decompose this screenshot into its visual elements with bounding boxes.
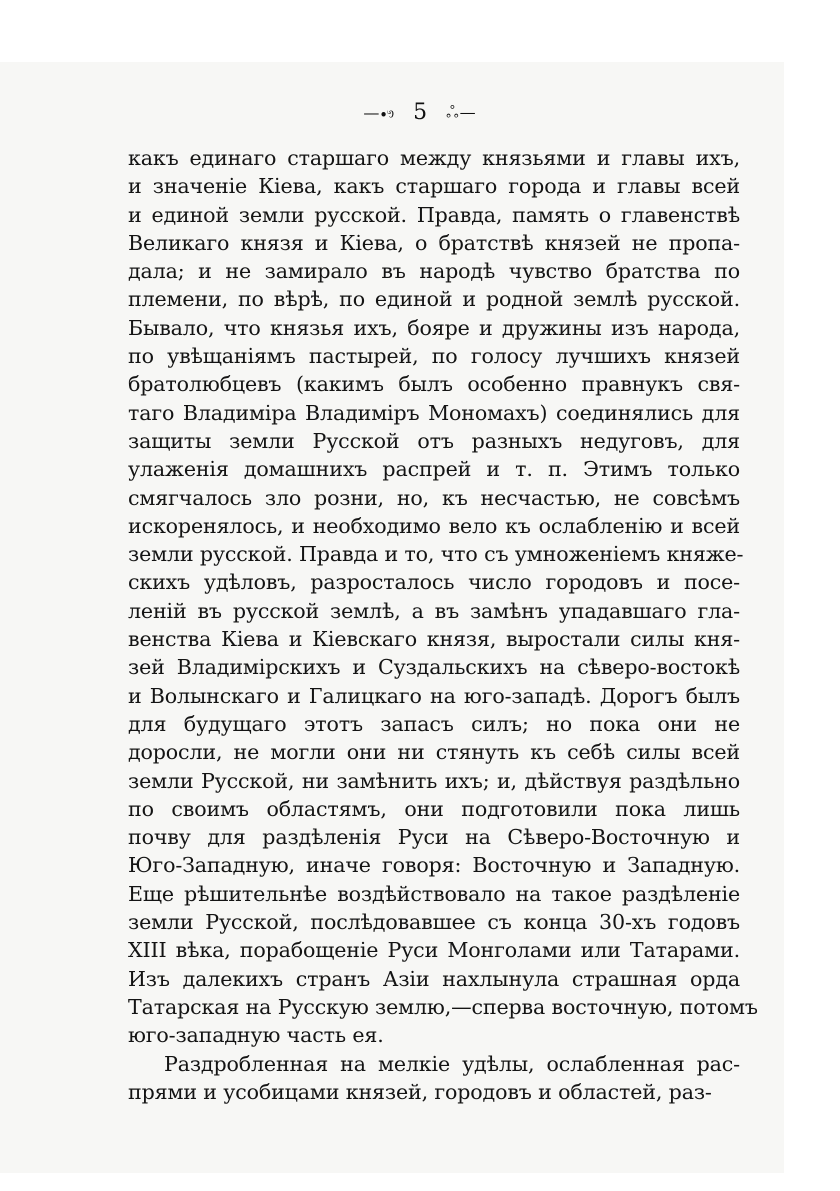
body-text [128,144,758,1106]
text-line: ленiй въ русской землѣ, а въ замѣнъ упадавшаго гла- [128,598,740,623]
text-line: дала; и не замирало въ народѣ чувство братства по [128,259,740,284]
text-line: и Волынскаго и Галицкаго на юго-западѣ. Дорогъ былъ [128,683,740,708]
paragraph [128,144,758,1050]
text-line: Великаго князя и Кiева, о братствѣ князей не пропа- [128,230,740,255]
page-header [0,100,840,125]
text-line: какъ единаго старшаго между князьями и главы ихъ, [128,146,740,170]
text-line: Бывало, что князья ихъ, бояре и дружины изъ народа, [128,315,740,340]
text-line: скихъ удѣловъ, разросталось число городовъ и посе- [128,570,740,595]
text-line: по увѣщанiямъ пастырей, по голосу лучшихъ князей [128,344,740,369]
text-line: доросли, не могли они ни стянуть къ себѣ силы всей [128,740,740,765]
text-line: юго-западную часть ея. [128,1023,384,1048]
text-line: по своимъ областямъ, они подготовили пока лишь [128,796,740,821]
text-line: братолюбцевъ (какимъ былъ особенно правнукъ свя- [128,372,740,397]
text-line: защиты земли Русской отъ разныхъ недуговъ, для [128,428,740,453]
ornament-left: —•ෟ [363,103,396,122]
text-line: земли Русской, ни замѣнить ихъ; и, дѣйствуя раздѣльно [128,768,740,793]
ornament-right: ஃ— [446,102,477,122]
text-line: Татарская на Русскую землю,—сперва восточную, потомъ [128,994,758,1019]
text-line: почву для раздѣленiя Руси на Сѣверо-Восточную и [128,825,740,850]
text-line: Раздробленная на мелкiе удѣлы, ослабленная рас- [164,1051,740,1076]
text-line: племени, по вѣрѣ, по единой и родной землѣ русской. [128,287,740,312]
text-line: искоренялось, и необходимо вело къ ослабленiю и всей [128,513,740,538]
text-line: земли русской. Правда и то, что съ умноженiемъ княже- [128,542,744,567]
text-line: Юго-Западную, иначе говоря: Восточную и Западную. [128,853,740,878]
text-line: Изъ далекихъ странъ Азiи нахлынула страшная орда [128,966,740,991]
text-line: Еще рѣшительнѣе воздѣйствовало на такое раздѣленiе [128,881,740,906]
text-line: прями и усобицами князей, городовъ и областей, раз- [128,1079,712,1104]
text-line: и единой земли русской. Правда, память о главенствѣ [128,202,740,227]
text-line: улаженiя домашнихъ распрей и т. п. Этимъ только [128,457,740,482]
text-line: венства Кiева и Кiевскаго князя, выростали силы кня- [128,627,740,652]
text-line: и значенiе Кiева, какъ старшаго города и главы всей [128,174,740,199]
text-line: для будущаго этотъ запасъ силъ; но пока они не [128,711,740,736]
page-number: 5 [413,100,429,125]
text-line: зей Владимiрскихъ и Суздальскихъ на сѣверо-востокѣ [128,655,740,680]
text-line: смягчалось зло розни, но, къ несчастью, не совсѣмъ [128,485,740,510]
paragraph [128,1050,740,1107]
text-line: XIII вѣка, порабощенiе Руси Монголами или Татарами. [128,938,740,963]
text-line: таго Владимiра Владимiръ Мономахъ) соединялись для [128,400,740,425]
text-line: земли Русской, послѣдовавшее съ конца 30-хъ годовъ [128,910,740,935]
